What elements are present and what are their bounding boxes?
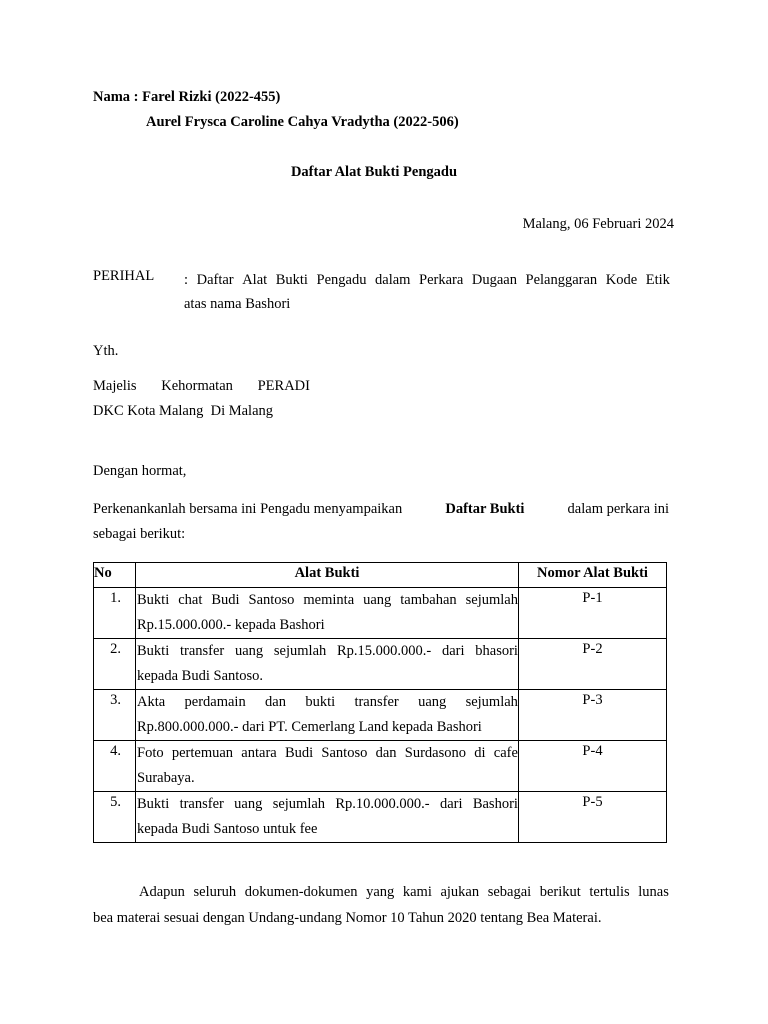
- row-item-line-2: kepada Budi Santoso untuk fee: [137, 821, 318, 837]
- table-row: [94, 792, 667, 843]
- row-code: P-1: [519, 588, 667, 639]
- row-no: 5.: [94, 792, 136, 843]
- intro-line-2: sebagai berikut:: [93, 526, 186, 542]
- document-title: Daftar Alat Bukti Pengadu: [290, 164, 458, 180]
- row-no: 4.: [94, 741, 136, 792]
- row-item: [136, 792, 519, 843]
- row-item-line-1: Foto pertemuan antara Budi Santoso dan Surdasono di cafe: [137, 745, 518, 761]
- row-item-line-1: Bukti chat Budi Santoso meminta uang tambahan sejumlah: [137, 592, 518, 608]
- addressee-line-2: DKC Kota Malang Di Malang: [93, 403, 274, 419]
- evidence-table: [93, 562, 667, 843]
- table-row: [94, 690, 667, 741]
- table-header-row: [94, 563, 667, 588]
- intro-bold-text: Daftar Bukti: [445, 501, 525, 517]
- row-item: [136, 741, 519, 792]
- row-code: P-3: [519, 690, 667, 741]
- addressee-word: Kehormatan: [161, 378, 233, 394]
- row-item: [136, 690, 519, 741]
- row-item-line-1: Akta perdamain dan bukti transfer uang sejumlah: [137, 694, 518, 710]
- addressee-word: Majelis: [93, 378, 137, 394]
- intro-text-after: dalam perkara ini: [567, 501, 669, 517]
- perihal-text-line-1: : Daftar Alat Bukti Pengadu dalam Perkara Dugaan Pelanggaran Kode Etik: [184, 272, 670, 288]
- addressee-word: PERADI: [257, 378, 310, 394]
- row-item-line-2: Surabaya.: [137, 770, 195, 786]
- addressee-line-1: [93, 378, 310, 395]
- row-item-line-1: Bukti transfer uang sejumlah Rp.10.000.000.- dari Bashori: [137, 796, 518, 812]
- greeting: Dengan hormat,: [93, 463, 187, 479]
- row-no: 3.: [94, 690, 136, 741]
- author-name-line-1: Nama : Farel Rizki (2022-455): [93, 89, 281, 105]
- intro-text-before: Perkenankanlah bersama ini Pengadu menyampaikan: [93, 501, 403, 517]
- row-item-line-1: Bukti transfer uang sejumlah Rp.15.000.000.- dari bhasori: [137, 643, 518, 659]
- intro-paragraph: [93, 497, 669, 547]
- row-item: [136, 588, 519, 639]
- row-item-line-2: Rp.800.000.000.- dari PT. Cemerlang Land kepada Bashori: [137, 719, 482, 735]
- author-name-line-2: Aurel Frysca Caroline Cahya Vradytha (2022-506): [146, 114, 459, 130]
- table-row: [94, 741, 667, 792]
- perihal-text-line-2: atas nama Bashori: [184, 296, 291, 312]
- row-code: P-2: [519, 639, 667, 690]
- perihal-label: PERIHAL: [93, 268, 155, 284]
- closing-paragraph: [93, 879, 669, 931]
- intro-line-1: [93, 497, 669, 522]
- header-no: No: [94, 563, 136, 588]
- row-item-line-2: Rp.15.000.000.- kepada Bashori: [137, 617, 325, 633]
- closing-line-2: bea materai sesuai dengan Undang-undang Nomor 10 Tahun 2020 tentang Bea Materai.: [93, 910, 602, 926]
- addressee-yth: Yth.: [93, 343, 119, 359]
- row-code: P-4: [519, 741, 667, 792]
- row-code: P-5: [519, 792, 667, 843]
- document-date: Malang, 06 Februari 2024: [522, 216, 674, 232]
- closing-line-1: Adapun seluruh dokumen-dokumen yang kami ajukan sebagai berikut tertulis lunas: [139, 884, 669, 900]
- header-code: Nomor Alat Bukti: [519, 563, 667, 588]
- row-item: [136, 639, 519, 690]
- table-row: [94, 639, 667, 690]
- header-item: Alat Bukti: [136, 563, 519, 588]
- row-no: 1.: [94, 588, 136, 639]
- table-row: [94, 588, 667, 639]
- row-item-line-2: kepada Budi Santoso.: [137, 668, 264, 684]
- perihal-text: [184, 268, 670, 316]
- row-no: 2.: [94, 639, 136, 690]
